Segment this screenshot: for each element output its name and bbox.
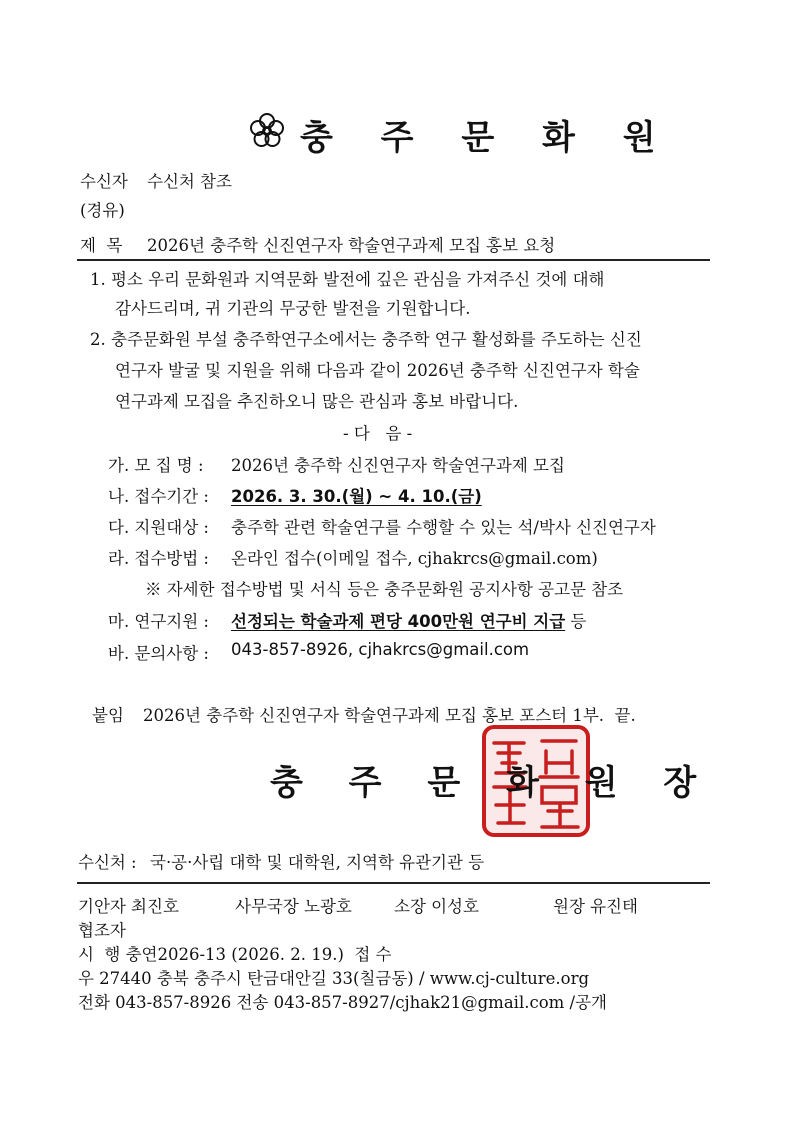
item-ma-label: 마. 연구지원 : (108, 612, 209, 631)
subject-label: 제 목 (80, 236, 123, 255)
divider (77, 259, 710, 261)
item-ma-row (231, 608, 586, 632)
paragraph-2-line-1: 2. 충주문화원 부설 충주학연구소에서는 충주학 연구 활성화를 주도하는 신진 (90, 330, 642, 349)
item-na-label: 나. 접수기간 : (108, 487, 209, 506)
footer-director: 소장 이성호 (394, 897, 479, 916)
item-note: ※ 자세한 접수방법 및 서식 등은 충주문화원 공지사항 공고문 참조 (145, 580, 624, 599)
paragraph-1-line-2: 감사드리며, 귀 기관의 무궁한 발전을 기원합니다. (115, 299, 471, 318)
document-title: 충 주 문 화 원 (300, 118, 674, 158)
item-ba-label: 바. 문의사항 : (108, 644, 209, 663)
distribution-label: 수신처 : (78, 853, 137, 872)
item-da-value: 충주학 관련 학술연구를 수행할 수 있는 석/박사 신진연구자 (231, 518, 656, 537)
paragraph-1-line-1: 1. 평소 우리 문화원과 지역문화 발전에 깊은 관심을 가져주신 것에 대해 (90, 270, 605, 289)
paragraph-2-line-3: 연구과제 모집을 추진하오니 많은 관심과 홍보 바랍니다. (115, 392, 519, 411)
footer-secretary: 사무국장 노광호 (235, 897, 352, 916)
item-ma-value: 선정되는 학술과제 편당 400만원 연구비 지급 (231, 612, 566, 631)
distribution-value: 국·공·사립 대학 및 대학원, 지역학 유관기관 등 (150, 853, 485, 872)
item-ma-suffix: 등 (565, 612, 587, 631)
footer-divider (77, 882, 710, 884)
item-ba-value: 043-857-8926, cjhakrcs@gmail.com (231, 640, 530, 659)
footer-address: 우 27440 충북 충주시 탄금대안길 33(칠금동) / www.cj-culture.org (78, 969, 590, 988)
below-heading: - 다 음 - (343, 424, 413, 443)
culture-center-logo-icon (247, 110, 287, 150)
attachment-label: 붙임 (92, 706, 124, 725)
item-ra-label: 라. 접수방법 : (108, 549, 209, 568)
subject-value: 2026년 충주학 신진연구자 학술연구과제 모집 홍보 요청 (147, 236, 556, 255)
via-label: (경유) (80, 201, 125, 220)
item-ra-value: 온라인 접수(이메일 접수, cjhakrcs@gmail.com) (231, 549, 598, 568)
item-ga-value: 2026년 충주학 신진연구자 학술연구과제 모집 (231, 456, 565, 475)
attachment-value: 2026년 충주학 신진연구자 학술연구과제 모집 홍보 포스터 1부. 끝. (143, 706, 636, 725)
item-da-label: 다. 지원대상 : (108, 518, 209, 537)
signature-name: 충 주 문 화 원 장 (270, 763, 714, 803)
item-ga-label: 가. 모 집 명 : (108, 456, 204, 475)
paragraph-2-line-2: 연구자 발굴 및 지원을 위해 다음과 같이 2026년 충주학 신진연구자 학술 (115, 361, 640, 380)
footer-contact: 전화 043-857-8926 전송 043-857-8927/cjhak21@gmail.com /공개 (78, 993, 607, 1012)
recipient-label: 수신자 (80, 172, 128, 191)
footer-drafter: 기안자 최진호 (78, 897, 179, 916)
item-na-value: 2026. 3. 30.(월) ~ 4. 10.(금) (231, 487, 482, 506)
footer-cooperator: 협조자 (78, 921, 126, 940)
footer-president: 원장 유진태 (553, 897, 638, 916)
footer-enforce: 시 행 충연2026-13 (2026. 2. 19.) 접 수 (78, 945, 392, 964)
recipient-value: 수신처 참조 (147, 172, 232, 191)
